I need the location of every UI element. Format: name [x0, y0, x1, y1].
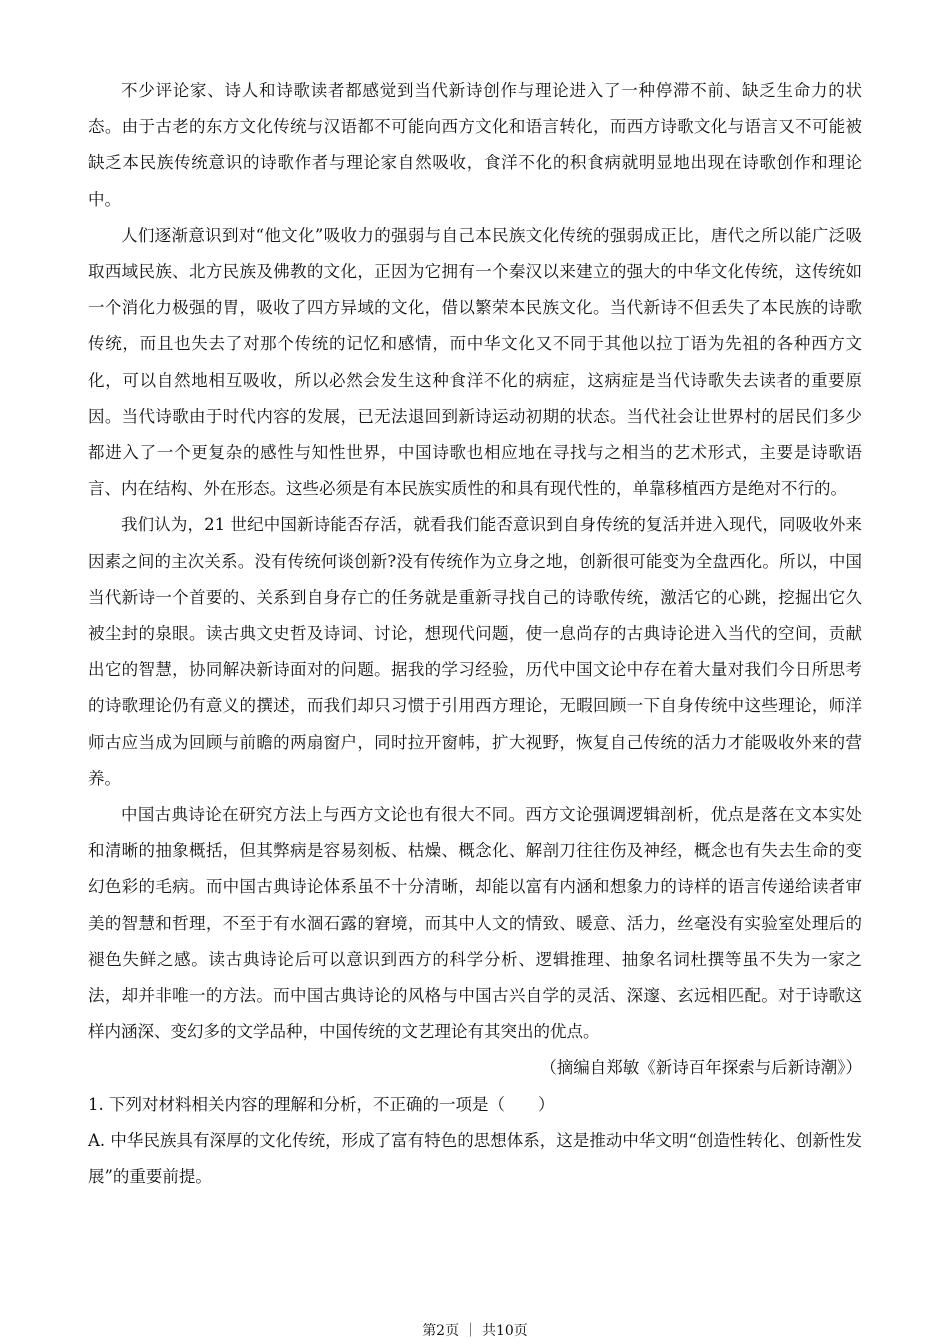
- source-citation: （摘编自郑敏《新诗百年探索与后新诗潮》）: [540, 1058, 862, 1078]
- paragraph-3: 我们认为，21 世纪中国新诗能否存活，就看我们能否意识到自身传统的复活并进入现代，同吸收外来因素之间的主次关系。没有传统何谈创新?没有传统作为立身之地，创新很可能变为全盘西化。所以，中国当代新诗一个首要的、关系到自身存亡的任务就是重新寻找自己的诗歌传统，激活它的心跳，挖掘出它久被尘封的泉眼。读古典文史哲及诗词、讨论，想现代问题，使一息尚存的古典诗论进入当代的空间，贡献出它的智慧，协同解决新诗面对的问题。据我的学习经验，历代中国文论中存在着大量对我们今日所思考的诗歌理论仍有意义的撰述，而我们却只习惯于引用西方理论，无暇回顾一下自身传统中这些理论，师洋师古应当成为回顾与前瞻的两扇窗户，同时拉开窗帏，扩大视野，恢复自己传统的活力才能吸收外来的营养。: [88, 515, 862, 788]
- paragraph-1: 不少评论家、诗人和诗歌读者都感觉到当代新诗创作与理论进入了一种停滞不前、缺乏生命力的状态。由于古老的东方文化传统与汉语都不可能向西方文化和语言转化，而西方诗歌文化与语言又不可能被缺乏本民族传统意识的诗歌作者与理论家自然吸收，食洋不化的积食病就明显地出现在诗歌创作和理论中。: [88, 81, 862, 209]
- paragraph-2: 人们逐渐意识到对“他文化”吸收力的强弱与自己本民族文化传统的强弱成正比，唐代之所以能广泛吸取西域民族、北方民族及佛教的文化，正因为它拥有一个秦汉以来建立的强大的中华文化传统，这传统如一个消化力极强的胃，吸收了四方异域的文化，借以繁荣本民族文化。当代新诗不但丢失了本民族的诗歌传统，而且也失去了对那个传统的记忆和感情，而中华文化又不同于其他以拉丁语为先祖的各种西方文化，可以自然地相互吸收，所以必然会发生这种食洋不化的病症，这病症是当代诗歌失去读者的重要原因。当代诗歌由于时代内容的发展，已无法退回到新诗运动初期的状态。当代社会让世界村的居民们多少都进入了一个更复杂的感性与知性世界，中国诗歌也相应地在寻找与之相当的艺术形式，主要是诗歌语言、内在结构、外在形态。这些必须是有本民族实质性的和具有现代性的，单靠移植西方是绝对不行的。: [88, 225, 862, 499]
- page-footer: 第2页 ｜ 共10页: [422, 1323, 528, 1339]
- option-a: A. 中华民族具有深厚的文化传统，形成了富有特色的思想体系，这是推动中华文明“创造性转化、创新性发展”的重要前提。: [88, 1130, 862, 1187]
- paragraph-4: 中国古典诗论在研究方法上与西方文论也有很大不同。西方文论强调逻辑剖析，优点是落在文本实处和清晰的抽象概括，但其弊病是容易刻板、枯燥、概念化、解剖刀往往伤及神经，概念也有失去生命的变幻色彩的毛病。而中国古典诗论体系虽不十分清晰，却能以富有内涵和想象力的诗样的语言传递给读者审美的智慧和哲理，不至于有水涸石露的窘境，而其中人文的情致、暖意、活力，丝毫没有实验室处理后的褪色失鲜之感。读古典诗论后可以意识到西方的科学分析、逻辑推理、抽象名词杜撰等虽不失为一家之法，却并非唯一的方法。而中国古典诗论的风格与中国古兴自学的灵活、深邃、玄远相匹配。对于诗歌这样内涵深、变幻多的文学品种，中国传统的文艺理论有其突出的优点。: [88, 805, 862, 1042]
- article-body: [88, 73, 862, 1195]
- question-stem: 1. 下列对材料相关内容的理解和分析，不正确的一项是（ ）: [88, 1094, 555, 1114]
